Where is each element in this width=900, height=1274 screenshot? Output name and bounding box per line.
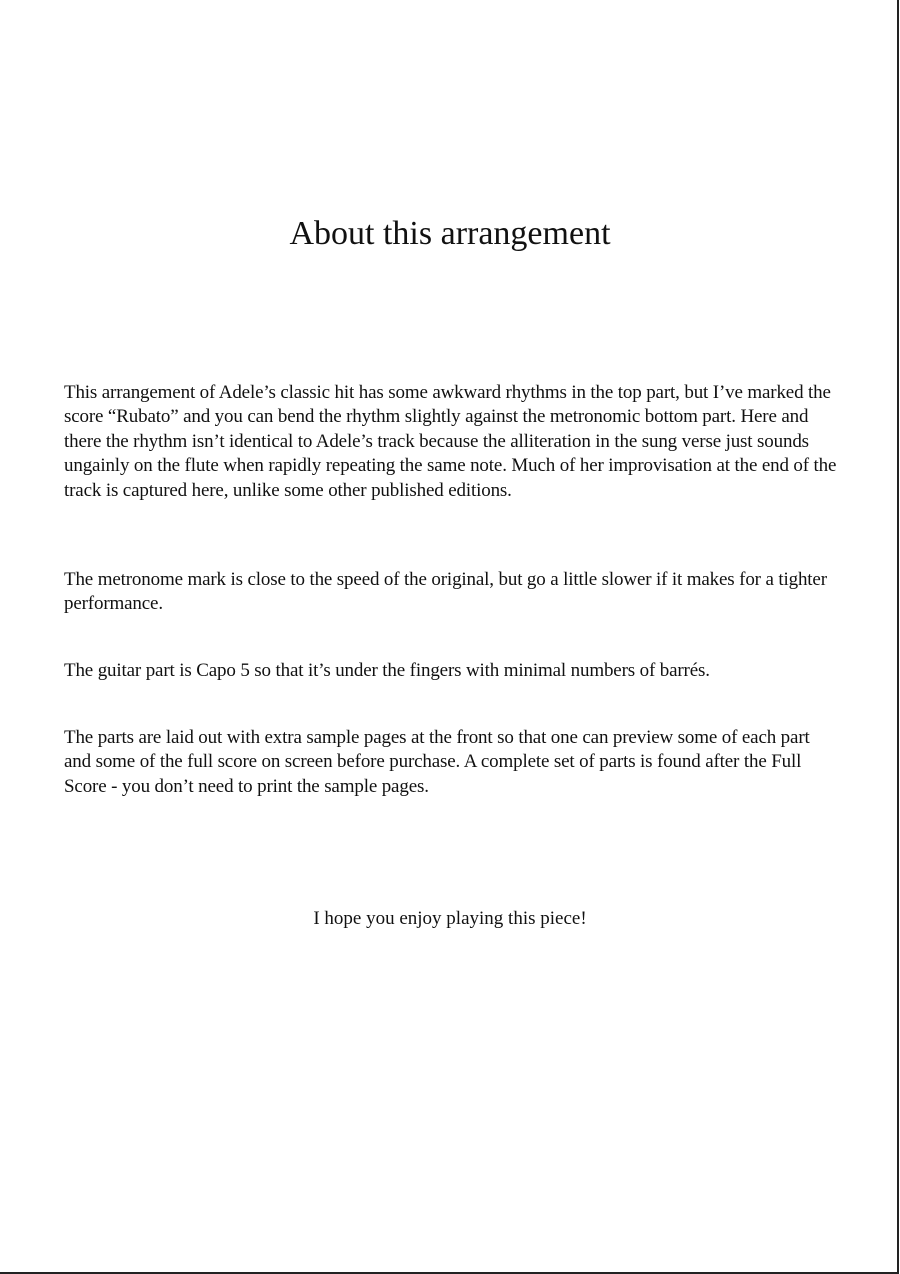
paragraph-guitar-capo: The guitar part is Capo 5 so that it’s under the fingers with minimal numbers of barrés. <box>64 660 710 681</box>
paragraph-rhythm-notes: This arrangement of Adele’s classic hit has some awkward rhythms in the top part, but I’ve marked the score “Rubato” and you can bend the rhythm slightly against the metronomic bottom part. Here and there the rhythm isn’t identical to Adele’s track because the alliteration in the sung verse just sounds ungainly on the flute when rapidly repeating the same note. Much of her improvisation at the end of the track is captured here, unlike some other published editions. <box>64 382 837 501</box>
closing-line: I hope you enjoy playing this piece! <box>313 908 587 929</box>
page-title: About this arrangement <box>289 215 611 252</box>
paragraph-parts-layout: The parts are laid out with extra sample pages at the front so that one can preview some of each part and some of the full score on screen before purchase. A complete set of parts is found after the Full Score - you don’t need to print the sample pages. <box>64 727 810 797</box>
paragraph-metronome: The metronome mark is close to the speed of the original, but go a little slower if it makes for a tighter performance. <box>64 569 827 615</box>
